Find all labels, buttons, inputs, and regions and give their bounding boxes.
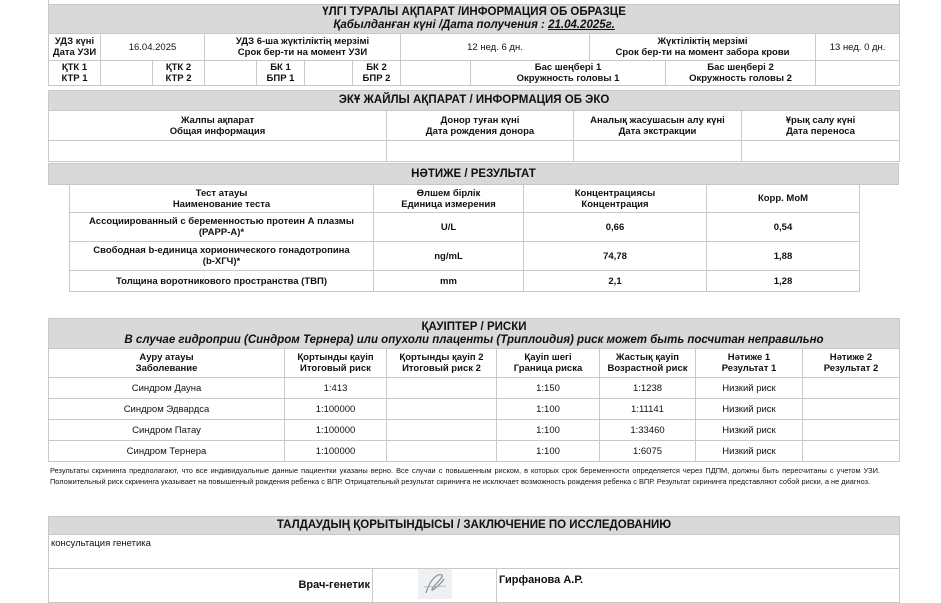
ga-uzi-value: 12 нед. 6 дн. [401, 34, 590, 61]
risks-col-total2: Қортынды қауіп 2 Итоговый риск 2 [387, 349, 497, 378]
risk-age: 1:11141 [600, 399, 696, 420]
table-row [70, 242, 860, 271]
test-concentration: 74,78 [524, 242, 707, 271]
risk-result2 [803, 441, 900, 462]
risks-col-total1: Қортынды қауіп Итоговый риск [285, 349, 387, 378]
risks-col-disease: Ауру атауы Заболевание [49, 349, 285, 378]
risk-disease: Синдром Патау [49, 420, 285, 441]
test-mom: 1,28 [707, 271, 860, 292]
risk-disease: Синдром Тернера [49, 441, 285, 462]
table-row [49, 378, 900, 399]
sample-info-title: ҮЛГІ ТУРАЛЫ АҚПАРАТ /ИНФОРМАЦИЯ ОБ ОБРАЗЦЕ [322, 6, 626, 18]
signature-cell [373, 569, 497, 603]
eco-header: ЭКҰ ЖАЙЛЫ АҚПАРАТ / ИНФОРМАЦИЯ ОБ ЭКО [49, 91, 900, 111]
risk-total2 [387, 441, 497, 462]
eco-donor-value [387, 141, 574, 162]
table-row [49, 399, 900, 420]
results-col-test: Тест атауы Наименование теста [70, 185, 374, 213]
head1-label: Бас шеңбері 1 Окружность головы 1 [471, 61, 666, 86]
bpr2-value [401, 61, 471, 86]
risk-result1: Низкий риск [696, 420, 803, 441]
sample-info-header [49, 5, 900, 34]
sample-info-table [48, 4, 900, 86]
risks-header [49, 319, 900, 349]
head2-label: Бас шеңбері 2 Окружность головы 2 [666, 61, 816, 86]
risk-total2 [387, 399, 497, 420]
risk-result2 [803, 378, 900, 399]
date-received-line: Қабылданған күні /Дата получения : 21.04.2025г. [333, 19, 615, 31]
results-col-unit: Өлшем бірлік Единица измерения [374, 185, 524, 213]
risk-result1: Низкий риск [696, 378, 803, 399]
risk-total: 1:413 [285, 378, 387, 399]
results-col-mom: Корр. МоМ [707, 185, 860, 213]
risk-result1: Низкий риск [696, 441, 803, 462]
doctor-name: Гирфанова А.Р. [497, 569, 900, 603]
conclusion-header: ТАЛДАУДЫҢ ҚОРЫТЫНДЫСЫ / ЗАКЛЮЧЕНИЕ ПО ИССЛЕДОВАНИЮ [49, 517, 900, 535]
ga-uzi-label: УДЗ 6-ша жүктіліктің мерзімі Срок бер-ти на момент УЗИ [205, 34, 401, 61]
ktr1-value [101, 61, 153, 86]
table-row [49, 441, 900, 462]
eco-info-table [48, 90, 900, 162]
risk-total: 1:100000 [285, 441, 387, 462]
risk-total2 [387, 378, 497, 399]
ktr2-value [205, 61, 257, 86]
test-unit: U/L [374, 213, 524, 242]
risk-cutoff: 1:100 [497, 420, 600, 441]
risk-result2 [803, 420, 900, 441]
risk-result1: Низкий риск [696, 399, 803, 420]
test-name: Ассоциированный с беременностью протеин А плазмы (PAPP-A)* [70, 213, 374, 242]
test-concentration: 0,66 [524, 213, 707, 242]
ktr1-label: ҚТК 1 КТР 1 [49, 61, 101, 86]
risks-subtitle: В случае гидроприи (Синдром Тернера) или опухоли плаценты (Триплоидия) риск может быть посчитан неправильно [124, 333, 824, 346]
risk-total: 1:100000 [285, 399, 387, 420]
bpr1-value [305, 61, 353, 86]
risk-disease: Синдром Эдвардса [49, 399, 285, 420]
ktr2-label: ҚТК 2 КТР 2 [153, 61, 205, 86]
results-header: НӘТИЖЕ / РЕЗУЛЬТАТ [48, 163, 899, 185]
ga-blood-label: Жүктіліктің мерзімі Срок бер-ти на момент забора крови [590, 34, 816, 61]
eco-general-value [49, 141, 387, 162]
bpr2-label: БК 2 БПР 2 [353, 61, 401, 86]
table-row [70, 213, 860, 242]
test-unit: mm [374, 271, 524, 292]
risk-result2 [803, 399, 900, 420]
risk-total: 1:100000 [285, 420, 387, 441]
test-concentration: 2,1 [524, 271, 707, 292]
test-name: Свободная b-единица хорионического гонадотропина (b-ХГЧ)* [70, 242, 374, 271]
eco-extraction-value [574, 141, 742, 162]
risk-disease: Синдром Дауна [49, 378, 285, 399]
risk-age: 1:6075 [600, 441, 696, 462]
test-mom: 1,88 [707, 242, 860, 271]
risk-age: 1:1238 [600, 378, 696, 399]
test-unit: ng/mL [374, 242, 524, 271]
conclusion-text: консультация генетика [49, 535, 900, 569]
risks-col-cutoff: Қауіп шегі Граница риска [497, 349, 600, 378]
signature-image [418, 569, 452, 599]
results-col-conc: Концентрациясы Концентрация [524, 185, 707, 213]
risks-table [48, 318, 900, 462]
risk-age: 1:33460 [600, 420, 696, 441]
risk-cutoff: 1:100 [497, 441, 600, 462]
head2-value [816, 61, 900, 86]
risk-cutoff: 1:100 [497, 399, 600, 420]
conclusion-table [48, 516, 900, 603]
test-mom: 0,54 [707, 213, 860, 242]
uzi-date-label: УДЗ күні Дата УЗИ [49, 34, 101, 61]
doctor-label: Врач-генетик [49, 569, 373, 603]
results-table [69, 184, 860, 292]
screening-disclaimer: Результаты скрининга предполагают, что все индивидуальные данные пациентки указаны верно. Все случаи с повышенным риском, в которых срок беременности определяется через ПДПМ, должны быть пересчитаны с учетом УЗИ. Положительный риск скрининга указывает на повышенный рождения ребенка с ВПР. Отрицательный результат скрининга не исключает возможность рождения ребенка с ВПР. Результат скрининга представляют собой риски, а не диагноз. [50, 466, 880, 486]
eco-donor-label: Донор туған күні Дата рождения донора [387, 111, 574, 141]
risks-col-result2: Нәтиже 2 Результат 2 [803, 349, 900, 378]
table-row [49, 420, 900, 441]
bpr1-label: БК 1 БПР 1 [257, 61, 305, 86]
test-name: Толщина воротникового пространства (ТВП) [70, 271, 374, 292]
risk-cutoff: 1:150 [497, 378, 600, 399]
eco-general-label: Жалпы ақпарат Общая информация [49, 111, 387, 141]
eco-extraction-label: Аналық жасушасын алу күні Дата экстракции [574, 111, 742, 141]
eco-transfer-label: Ұрық салу күні Дата переноса [742, 111, 900, 141]
table-row [70, 271, 860, 292]
ga-blood-value: 13 нед. 0 дн. [816, 34, 900, 61]
uzi-date-value: 16.04.2025 [101, 34, 205, 61]
risks-col-result1: Нәтиже 1 Результат 1 [696, 349, 803, 378]
eco-transfer-value [742, 141, 900, 162]
date-received-value: 21.04.2025г. [548, 19, 615, 31]
risks-title: ҚАУІПТЕР / РИСКИ [421, 320, 527, 333]
risk-total2 [387, 420, 497, 441]
risks-col-age: Жастық қауіп Возрастной риск [600, 349, 696, 378]
